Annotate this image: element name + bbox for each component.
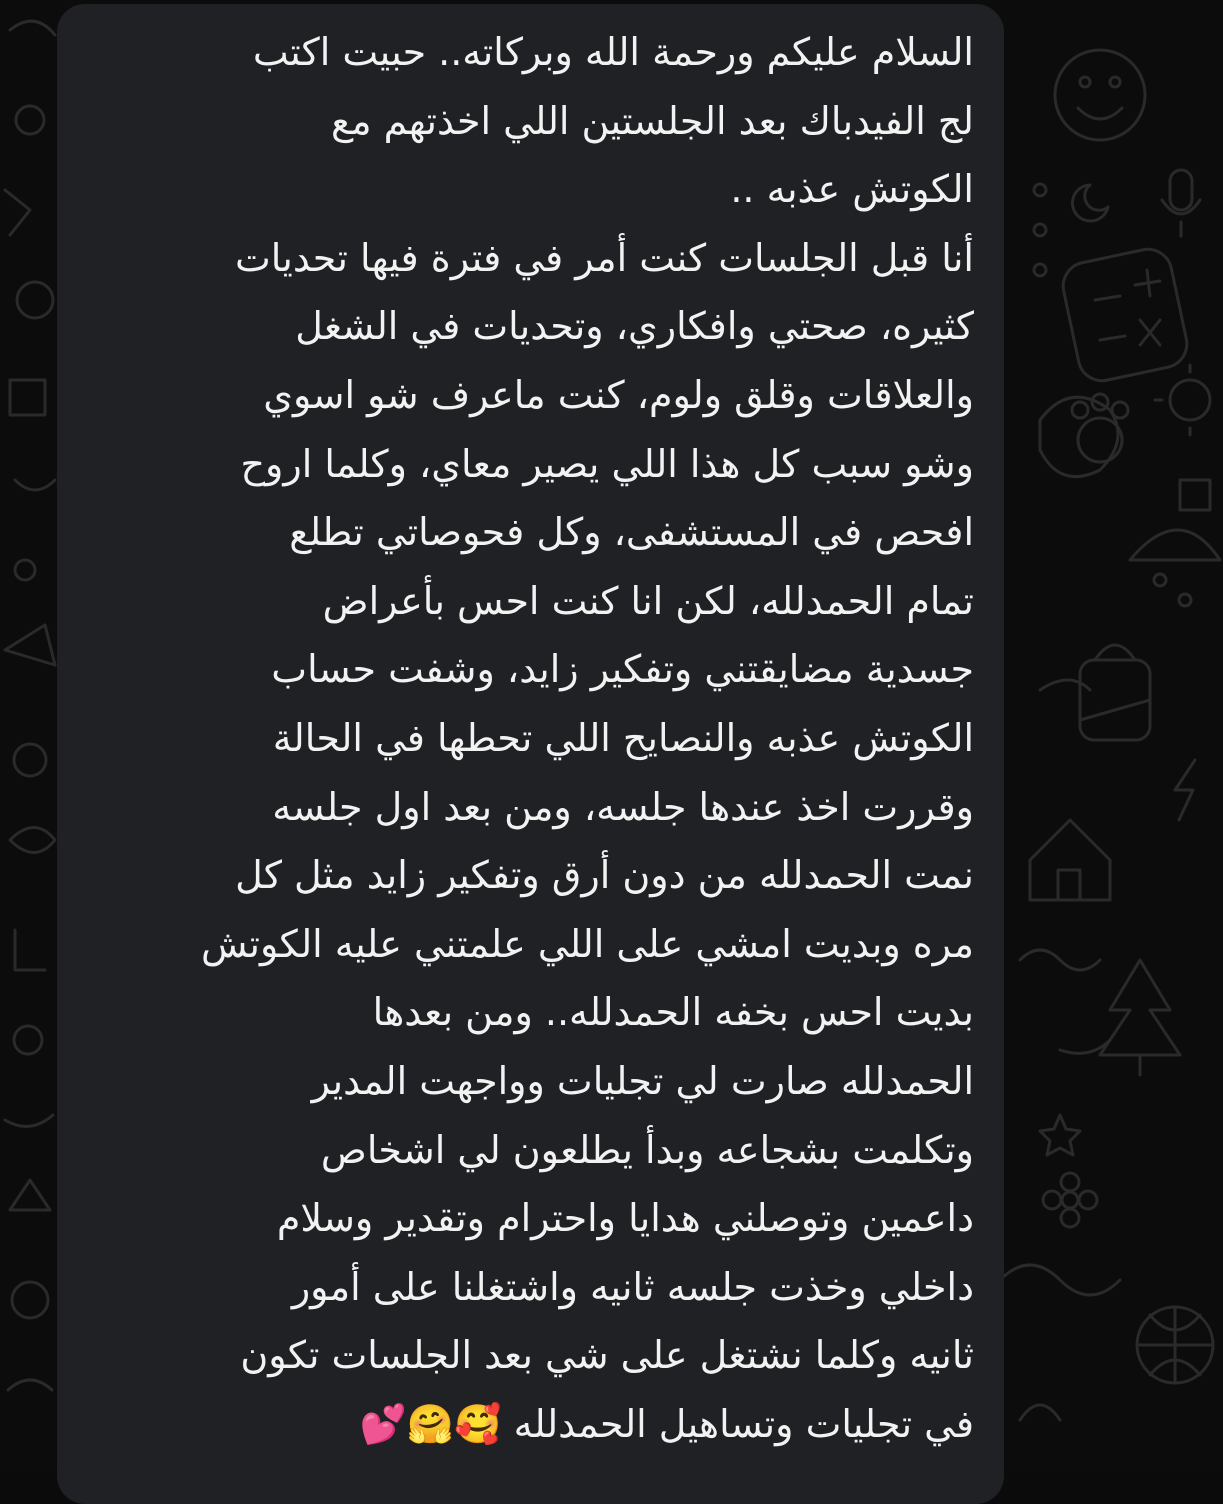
message-text <box>80 18 974 1458</box>
moon-icon <box>1072 185 1108 221</box>
message-line-text: في تجليات وتساهيل الحمدلله <box>513 1401 974 1446</box>
bag-icon <box>1080 645 1150 740</box>
message-line: وتكلمت بشجاعه وبدأ يطلعون لي اشخاص <box>320 1127 974 1172</box>
message-line: داعمين وتوصلني هدايا واحترام وتقدير وسلام <box>276 1196 974 1241</box>
flower-icon <box>1043 1173 1097 1227</box>
taco-icon <box>1130 530 1220 606</box>
house-icon <box>1030 820 1110 900</box>
message-line: كثيره، صحتي وافكاري، وتحديات في الشغل <box>295 304 974 349</box>
message-line: الكوتش عذبه والنصايح اللي تحطها في الحالة <box>272 715 974 760</box>
message-line: والعلاقات وقلق ولوم، كنت ماعرف شو اسوي <box>263 372 974 417</box>
message-line: ثانيه وكلما نشتغل على شي بعد الجلسات تكون <box>240 1333 974 1378</box>
message-line: أنا قبل الجلسات كنت أمر في فترة فيها تحديات <box>234 235 974 280</box>
message-line: لج الفيدباك بعد الجلستين اللي اخذتهم مع <box>330 98 974 143</box>
message-line: افحص في المستشفى، وكل فحوصاتي تطلع <box>289 510 974 555</box>
smiley-icon <box>1055 50 1145 140</box>
message-line: تمام الحمدلله، لكن انا كنت احس بأعراض <box>322 578 974 623</box>
globe-icon <box>1137 1307 1213 1383</box>
sun-icon <box>1155 365 1210 435</box>
message-line: نمت الحمدلله من دون أرق وتفكير زايد مثل كل <box>235 853 974 898</box>
message-line: السلام عليكم ورحمة الله وبركاته.. حبيت اكتب <box>252 30 974 74</box>
message-line: جسدية مضايقتني وتفكير زايد، وشفت حساب <box>271 647 974 692</box>
emoji-group: 🥰🤗💕 <box>359 1401 502 1446</box>
star-icon <box>1040 1115 1080 1155</box>
message-line: وقررت اخذ عندها جلسه، ومن بعد اول جلسه <box>272 784 974 829</box>
message-line: وشو سبب كل هذا اللي يصير معاي، وكلما اروح <box>240 441 974 486</box>
message-line: بديت احس بخفه الحمدلله.. ومن بعدها <box>372 990 974 1035</box>
calculator-icon <box>1059 245 1192 385</box>
message-line: مره وبديت امشي على اللي علمتني عليه الكوتش <box>200 921 974 966</box>
message-line: الكوتش عذبه .. <box>730 167 974 212</box>
lightning-icon <box>1175 760 1195 820</box>
microphone-icon <box>1162 170 1200 236</box>
message-line-last <box>80 1390 974 1459</box>
tree-icon <box>1100 960 1180 1075</box>
message-line: داخلي وخذت جلسه ثانيه واشتغلنا على أمور <box>291 1264 974 1309</box>
message-line: الحمدلله صارت لي تجليات وواجهت المدير <box>311 1058 974 1103</box>
